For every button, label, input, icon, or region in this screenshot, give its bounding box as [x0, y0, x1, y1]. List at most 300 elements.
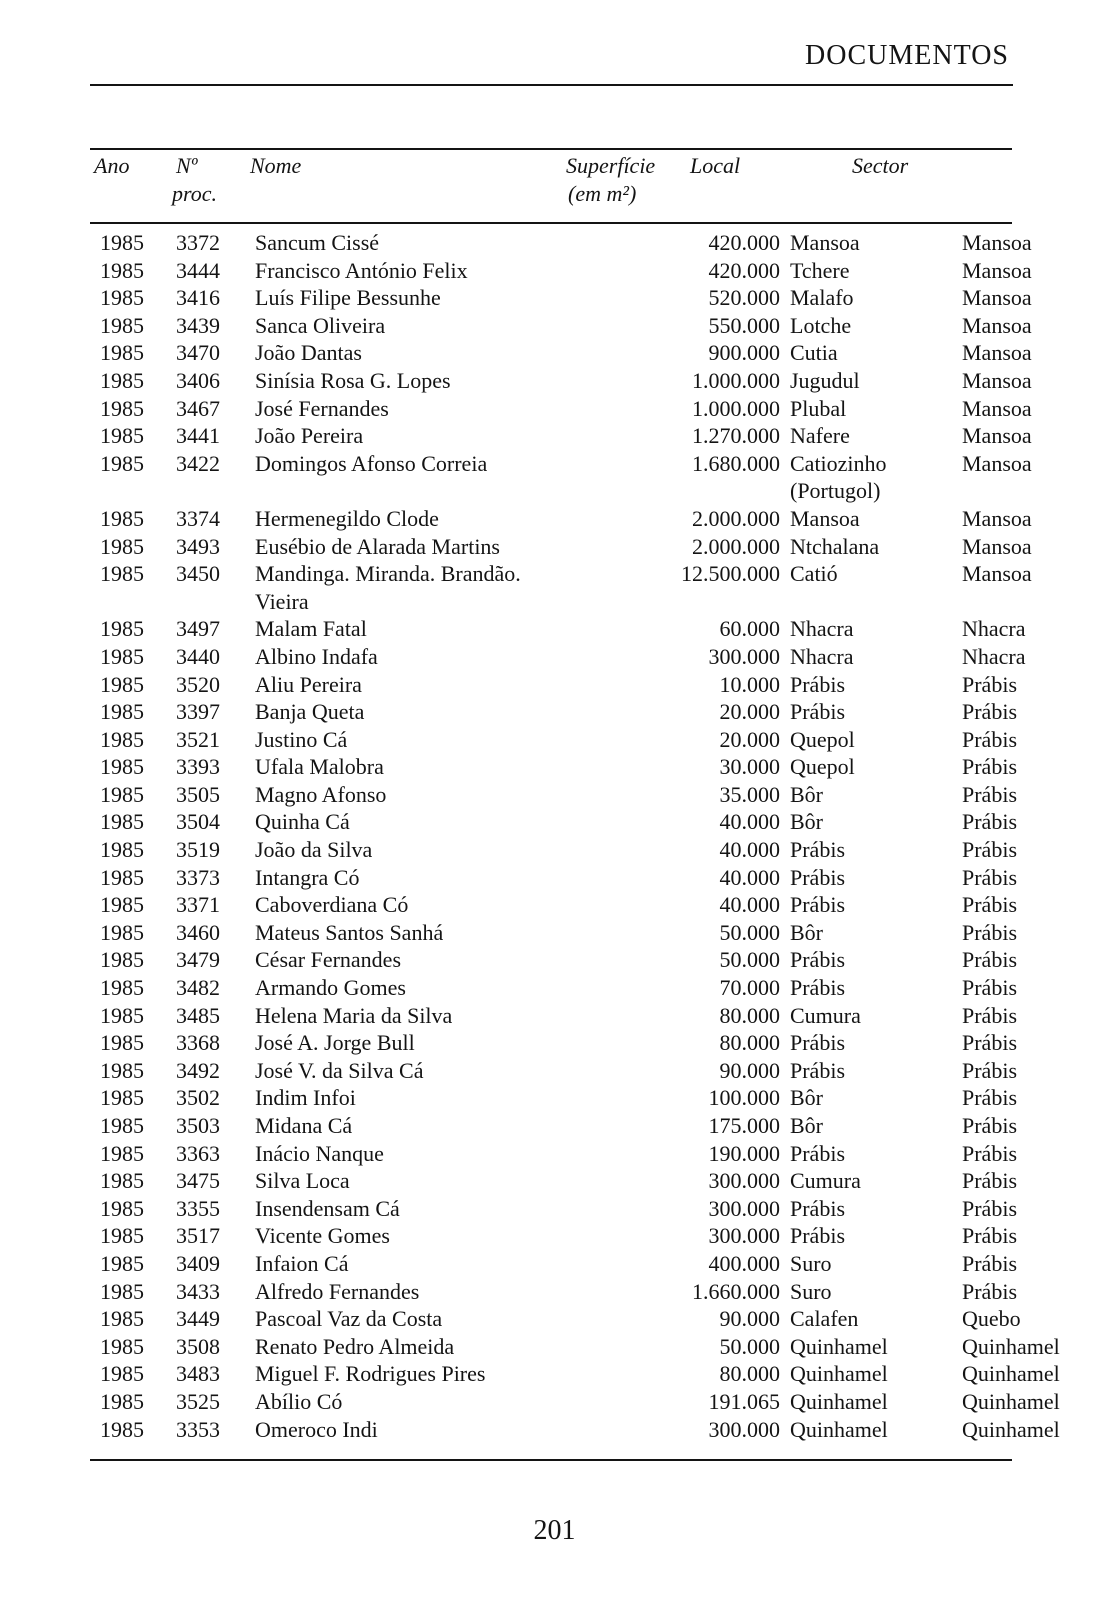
table-row [90, 1057, 1017, 1085]
cell-ano: 1985 [100, 340, 144, 366]
cell-nome: Quinha Cá [255, 809, 350, 835]
cell-proc: 3368 [176, 1030, 220, 1056]
cell-local: Plubal [790, 395, 847, 421]
table-row [90, 339, 1032, 367]
cell-ano: 1985 [100, 1361, 144, 1387]
cell-superficie: 35.000 [719, 781, 780, 807]
cell-local: Nafere [790, 423, 850, 449]
cell-sector: Prábis [962, 1085, 1017, 1111]
table-row [90, 312, 1032, 340]
cell-ano: 1985 [100, 726, 144, 752]
cell-local: Lotche [790, 312, 852, 338]
cell-sector: Mansoa [962, 450, 1032, 476]
header-proc-line2: proc. [172, 181, 218, 206]
cell-sector: Mansoa [962, 230, 1032, 255]
cell-ano: 1985 [100, 864, 144, 890]
cell-superficie: 70.000 [719, 975, 780, 1001]
header-rule [90, 84, 1013, 86]
cell-local: Quepol [790, 754, 855, 780]
cell-superficie: 900.000 [708, 340, 780, 366]
cell-sector: Mansoa [962, 395, 1032, 421]
cell-proc: 3355 [176, 1195, 220, 1221]
cell-nome: Eusébio de Alarada Martins [255, 533, 500, 559]
table-row [90, 1416, 1060, 1444]
cell-superficie: 1.660.000 [692, 1278, 780, 1304]
cell-proc: 3497 [176, 616, 220, 642]
cell-nome: Pascoal Vaz da Costa [255, 1306, 443, 1332]
cell-superficie: 420.000 [708, 230, 780, 255]
cell-local: Tchere [790, 257, 850, 283]
cell-sector: Prábis [962, 837, 1017, 863]
cell-ano: 1985 [100, 505, 144, 531]
cell-nome: Magno Afonso [255, 781, 387, 807]
header-local: Local [690, 153, 741, 178]
cell-superficie: 1.270.000 [692, 423, 780, 449]
cell-superficie: 175.000 [708, 1113, 780, 1138]
cell-sector: Prábis [962, 1195, 1017, 1221]
table-row [90, 1250, 1017, 1278]
cell-proc: 3467 [176, 395, 220, 421]
cell-ano: 1985 [100, 837, 144, 863]
cell-superficie: 100.000 [708, 1085, 780, 1111]
cell-sector: Prábis [962, 947, 1017, 973]
cell-local: Mansoa [790, 230, 860, 255]
cell-nome: Sanca Oliveira [255, 312, 386, 338]
cell-proc: 3422 [176, 450, 220, 476]
cell-superficie: 10.000 [719, 671, 780, 697]
cell-sector: Prábis [962, 726, 1017, 752]
cell-nome: Silva Loca [255, 1168, 350, 1194]
cell-proc: 3483 [176, 1361, 220, 1387]
table-row [90, 229, 1032, 257]
cell-proc: 3485 [176, 1002, 220, 1028]
cell-nome: Banja Queta [255, 699, 365, 725]
cell-superficie: 300.000 [708, 1223, 780, 1249]
cell-superficie: 80.000 [719, 1002, 780, 1028]
cell-nome: Vicente Gomes [255, 1223, 390, 1249]
cell-nome: Francisco António Felix [255, 257, 468, 283]
cell-nome: Ufala Malobra [255, 754, 384, 780]
cell-superficie: 300.000 [708, 643, 780, 669]
cell-nome: Omeroco Indi [255, 1416, 378, 1442]
cell-sector: Mansoa [962, 533, 1032, 559]
table-row [90, 257, 1032, 285]
cell-sector: Prábis [962, 1223, 1017, 1249]
table-row [90, 726, 1017, 754]
cell-ano: 1985 [100, 1278, 144, 1304]
cell-sector: Prábis [962, 1057, 1017, 1083]
cell-ano: 1985 [100, 699, 144, 725]
cell-superficie: 550.000 [708, 312, 780, 338]
cell-local: Prábis [790, 1195, 845, 1221]
cell-sector: Mansoa [962, 285, 1032, 311]
cell-ano: 1985 [100, 1416, 144, 1442]
cell-ano: 1985 [100, 1113, 144, 1138]
cell-sector: Quinhamel [962, 1333, 1060, 1359]
table-row [90, 1222, 1017, 1250]
cell-ano: 1985 [100, 230, 144, 255]
cell-local: Bôr [790, 1113, 823, 1138]
cell-local: Prábis [790, 1223, 845, 1249]
cell-nome: Infaion Cá [255, 1250, 349, 1276]
cell-proc: 3371 [176, 892, 220, 918]
cell-local: Cumura [790, 1168, 861, 1194]
cell-sector: Prábis [962, 1113, 1017, 1138]
table-row [90, 1305, 1021, 1333]
cell-superficie: 40.000 [719, 837, 780, 863]
table-header [90, 150, 1012, 224]
cell-local: Malafo [790, 285, 854, 311]
cell-ano: 1985 [100, 450, 144, 476]
cell-sector: Quebo [962, 1306, 1021, 1332]
cell-nome: João Pereira [255, 423, 364, 449]
cell-proc: 3406 [176, 367, 220, 393]
table-row [90, 643, 1026, 671]
header-sector: Sector [852, 153, 909, 178]
cell-ano: 1985 [100, 919, 144, 945]
cell-local: Prábis [790, 864, 845, 890]
cell-superficie: 300.000 [708, 1195, 780, 1221]
header-superficie-line1: Superfície [566, 153, 656, 178]
cell-superficie: 40.000 [719, 864, 780, 890]
table-row [90, 864, 1017, 892]
table-row [90, 533, 1032, 561]
table-row [90, 1388, 1060, 1416]
cell-sector: Prábis [962, 1002, 1017, 1028]
table-row [90, 1333, 1060, 1361]
cell-nome: Inácio Nanque [255, 1140, 384, 1166]
cell-superficie: 60.000 [719, 616, 780, 642]
cell-proc: 3372 [176, 230, 220, 255]
cell-nome: Insendensam Cá [255, 1195, 400, 1221]
cell-sector: Prábis [962, 1168, 1017, 1194]
cell-ano: 1985 [100, 367, 144, 393]
cell-nome: Mateus Santos Sanhá [255, 919, 444, 945]
cell-ano: 1985 [100, 1223, 144, 1249]
table-row [90, 615, 1026, 643]
cell-nome: Hermenegildo Clode [255, 505, 439, 531]
cell-proc: 3517 [176, 1223, 220, 1249]
cell-proc: 3393 [176, 754, 220, 780]
cell-superficie: 90.000 [719, 1306, 780, 1332]
cell-ano: 1985 [100, 1333, 144, 1359]
cell-superficie: 30.000 [719, 754, 780, 780]
cell-superficie: 40.000 [719, 892, 780, 918]
cell-local: Prábis [790, 1057, 845, 1083]
cell-sector: Prábis [962, 919, 1017, 945]
cell-local: Bôr [790, 919, 823, 945]
cell-sector: Nhacra [962, 643, 1026, 669]
cell-ano: 1985 [100, 1085, 144, 1111]
cell-sector: Prábis [962, 781, 1017, 807]
cell-superficie: 191.065 [708, 1388, 780, 1414]
cell-ano: 1985 [100, 533, 144, 559]
cell-proc: 3409 [176, 1250, 220, 1276]
cell-superficie: 50.000 [719, 947, 780, 973]
cell-ano: 1985 [100, 892, 144, 918]
cell-superficie: 2.000.000 [692, 533, 780, 559]
cell-superficie: 300.000 [708, 1168, 780, 1194]
cell-sector: Mansoa [962, 257, 1032, 283]
cell-local: Quinhamel [790, 1388, 888, 1414]
table-row [90, 395, 1032, 423]
cell-proc: 3502 [176, 1085, 220, 1111]
cell-nome: Malam Fatal [255, 616, 367, 642]
cell-sector: Prábis [962, 1250, 1017, 1276]
header-superficie-line2: (em m²) [568, 181, 637, 206]
cell-proc: 3493 [176, 533, 220, 559]
cell-proc: 3353 [176, 1416, 220, 1442]
cell-local: Prábis [790, 671, 845, 697]
cell-local: Jugudul [790, 367, 860, 393]
cell-proc: 3440 [176, 643, 220, 669]
cell-local: Prábis [790, 1140, 845, 1166]
table-row [90, 919, 1017, 947]
cell-sector: Prábis [962, 892, 1017, 918]
cell-nome: João Dantas [255, 340, 362, 366]
cell-nome: Justino Cá [255, 726, 348, 752]
table-row [90, 560, 1032, 615]
cell-proc: 3416 [176, 285, 220, 311]
cell-nome: Mandinga. Miranda. Brandão. Vieira [255, 561, 521, 614]
cell-sector: Mansoa [962, 423, 1032, 449]
cell-superficie: 80.000 [719, 1030, 780, 1056]
cell-local: Nhacra [790, 616, 854, 642]
cell-ano: 1985 [100, 754, 144, 780]
cell-sector: Prábis [962, 975, 1017, 1001]
cell-nome: Caboverdiana Có [255, 892, 409, 918]
table-row [90, 1278, 1017, 1306]
cell-nome: José V. da Silva Cá [255, 1057, 424, 1083]
cell-proc: 3492 [176, 1057, 220, 1083]
cell-superficie: 50.000 [719, 1333, 780, 1359]
cell-proc: 3525 [176, 1388, 220, 1414]
cell-local: Quinhamel [790, 1361, 888, 1387]
cell-proc: 3479 [176, 947, 220, 973]
table-row [90, 808, 1017, 836]
cell-proc: 3460 [176, 919, 220, 945]
table-row [90, 284, 1032, 312]
table-row [90, 1084, 1017, 1112]
cell-ano: 1985 [100, 809, 144, 835]
table-row [90, 1140, 1017, 1168]
table-row [90, 698, 1017, 726]
table-row [90, 946, 1017, 974]
cell-sector: Prábis [962, 754, 1017, 780]
running-head: DOCUMENTOS [805, 40, 1009, 71]
table-row [90, 974, 1017, 1002]
cell-local: Quinhamel [790, 1333, 888, 1359]
cell-sector: Prábis [962, 671, 1017, 697]
cell-nome: Albino Indafa [255, 643, 378, 669]
cell-ano: 1985 [100, 395, 144, 421]
cell-local: Prábis [790, 1030, 845, 1056]
cell-local: Quinhamel [790, 1416, 888, 1442]
cell-ano: 1985 [100, 1306, 144, 1332]
table-row [90, 450, 1032, 505]
cell-nome: Midana Cá [255, 1113, 353, 1138]
cell-sector: Mansoa [962, 561, 1032, 587]
table-row [90, 1112, 1017, 1140]
cell-nome: José A. Jorge Bull [255, 1030, 415, 1056]
table-row [90, 505, 1032, 533]
cell-ano: 1985 [100, 1002, 144, 1028]
cell-superficie: 90.000 [719, 1057, 780, 1083]
cell-sector: Prábis [962, 1278, 1017, 1304]
cell-nome: Alfredo Fernandes [255, 1278, 420, 1304]
cell-local: Calafen [790, 1306, 859, 1332]
cell-ano: 1985 [100, 561, 144, 587]
cell-local: Bôr [790, 1085, 823, 1111]
cell-nome: Sancum Cissé [255, 230, 380, 255]
cell-local: Suro [790, 1250, 832, 1276]
cell-ano: 1985 [100, 312, 144, 338]
cell-local: Prábis [790, 837, 845, 863]
cell-ano: 1985 [100, 257, 144, 283]
cell-proc: 3482 [176, 975, 220, 1001]
cell-nome: Domingos Afonso Correia [255, 450, 488, 476]
cell-proc: 3470 [176, 340, 220, 366]
table-row [90, 1167, 1017, 1195]
cell-local: Prábis [790, 947, 845, 973]
cell-nome: César Fernandes [255, 947, 402, 973]
cell-proc: 3519 [176, 837, 220, 863]
cell-local: Prábis [790, 892, 845, 918]
cell-ano: 1985 [100, 1195, 144, 1221]
cell-superficie: 1.000.000 [692, 395, 780, 421]
table-bottom-rule [90, 1459, 1012, 1461]
cell-ano: 1985 [100, 781, 144, 807]
table-body [90, 224, 1060, 1443]
cell-local: Quepol [790, 726, 855, 752]
cell-sector: Prábis [962, 699, 1017, 725]
cell-nome: Luís Filipe Bessunhe [255, 285, 441, 311]
cell-proc: 3374 [176, 505, 220, 531]
cell-local: Suro [790, 1278, 832, 1304]
cell-local: Cutia [790, 340, 838, 366]
cell-proc: 3505 [176, 781, 220, 807]
cell-local: Prábis [790, 975, 845, 1001]
cell-nome: José Fernandes [255, 395, 389, 421]
cell-sector: Quinhamel [962, 1416, 1060, 1442]
table-row [90, 671, 1017, 699]
cell-proc: 3444 [176, 257, 220, 283]
cell-proc: 3520 [176, 671, 220, 697]
cell-proc: 3441 [176, 423, 220, 449]
cell-ano: 1985 [100, 423, 144, 449]
cell-superficie: 420.000 [708, 257, 780, 283]
cell-ano: 1985 [100, 975, 144, 1001]
cell-superficie: 2.000.000 [692, 505, 780, 531]
cell-nome: Miguel F. Rodrigues Pires [255, 1361, 486, 1387]
cell-ano: 1985 [100, 1250, 144, 1276]
table-row [90, 836, 1017, 864]
cell-ano: 1985 [100, 1057, 144, 1083]
cell-proc: 3449 [176, 1306, 220, 1332]
cell-local: Nhacra [790, 643, 854, 669]
cell-ano: 1985 [100, 947, 144, 973]
cell-sector: Prábis [962, 1140, 1017, 1166]
cell-superficie: 1.000.000 [692, 367, 780, 393]
cell-proc: 3363 [176, 1140, 220, 1166]
table-row [90, 1360, 1060, 1388]
cell-ano: 1985 [100, 1140, 144, 1166]
cell-superficie: 190.000 [708, 1140, 780, 1166]
cell-sector: Prábis [962, 1030, 1017, 1056]
cell-local: Cumura [790, 1002, 861, 1028]
cell-nome: Abílio Có [255, 1388, 343, 1414]
cell-sector: Prábis [962, 809, 1017, 835]
table-row [90, 781, 1017, 809]
cell-sector: Mansoa [962, 312, 1032, 338]
cell-ano: 1985 [100, 616, 144, 642]
cell-nome: Intangra Có [255, 864, 360, 890]
cell-proc: 3521 [176, 726, 220, 752]
table-row [90, 367, 1032, 395]
cell-proc: 3503 [176, 1113, 220, 1138]
table-row [90, 891, 1017, 919]
cell-superficie: 1.680.000 [692, 450, 780, 476]
cell-local: Catió [790, 561, 838, 587]
cell-nome: Indim Infoi [255, 1085, 356, 1111]
cell-sector: Mansoa [962, 505, 1032, 531]
cell-sector: Nhacra [962, 616, 1026, 642]
cell-nome: Aliu Pereira [255, 671, 362, 697]
cell-proc: 3504 [176, 809, 220, 835]
cell-superficie: 20.000 [719, 699, 780, 725]
cell-superficie: 12.500.000 [681, 561, 780, 587]
cell-proc: 3450 [176, 561, 220, 587]
cell-nome: Sinísia Rosa G. Lopes [255, 367, 451, 393]
land-concession-table [90, 148, 1060, 1443]
header-ano: Ano [94, 153, 130, 178]
cell-proc: 3475 [176, 1168, 220, 1194]
cell-nome: Armando Gomes [255, 975, 406, 1001]
cell-local: Bôr [790, 781, 823, 807]
cell-ano: 1985 [100, 1388, 144, 1414]
cell-superficie: 40.000 [719, 809, 780, 835]
cell-superficie: 520.000 [708, 285, 780, 311]
table-row [90, 422, 1032, 450]
cell-local: Catiozinho (Portugol) [790, 450, 887, 504]
header-proc-line1: Nº [176, 153, 198, 178]
cell-ano: 1985 [100, 643, 144, 669]
cell-proc: 3439 [176, 312, 220, 338]
cell-ano: 1985 [100, 1030, 144, 1056]
cell-ano: 1985 [100, 671, 144, 697]
cell-sector: Prábis [962, 864, 1017, 890]
cell-nome: Helena Maria da Silva [255, 1002, 453, 1028]
cell-ano: 1985 [100, 285, 144, 311]
cell-superficie: 400.000 [708, 1250, 780, 1276]
cell-sector: Mansoa [962, 340, 1032, 366]
table-row [90, 1029, 1017, 1057]
cell-proc: 3397 [176, 699, 220, 725]
cell-superficie: 50.000 [719, 919, 780, 945]
cell-proc: 3508 [176, 1333, 220, 1359]
cell-local: Prábis [790, 699, 845, 725]
cell-local: Mansoa [790, 505, 860, 531]
cell-superficie: 20.000 [719, 726, 780, 752]
cell-superficie: 80.000 [719, 1361, 780, 1387]
cell-nome: Renato Pedro Almeida [255, 1333, 455, 1359]
cell-sector: Quinhamel [962, 1361, 1060, 1387]
cell-sector: Quinhamel [962, 1388, 1060, 1414]
cell-local: Bôr [790, 809, 823, 835]
table-row [90, 1195, 1017, 1223]
cell-superficie: 300.000 [708, 1416, 780, 1442]
table-row [90, 1002, 1017, 1030]
